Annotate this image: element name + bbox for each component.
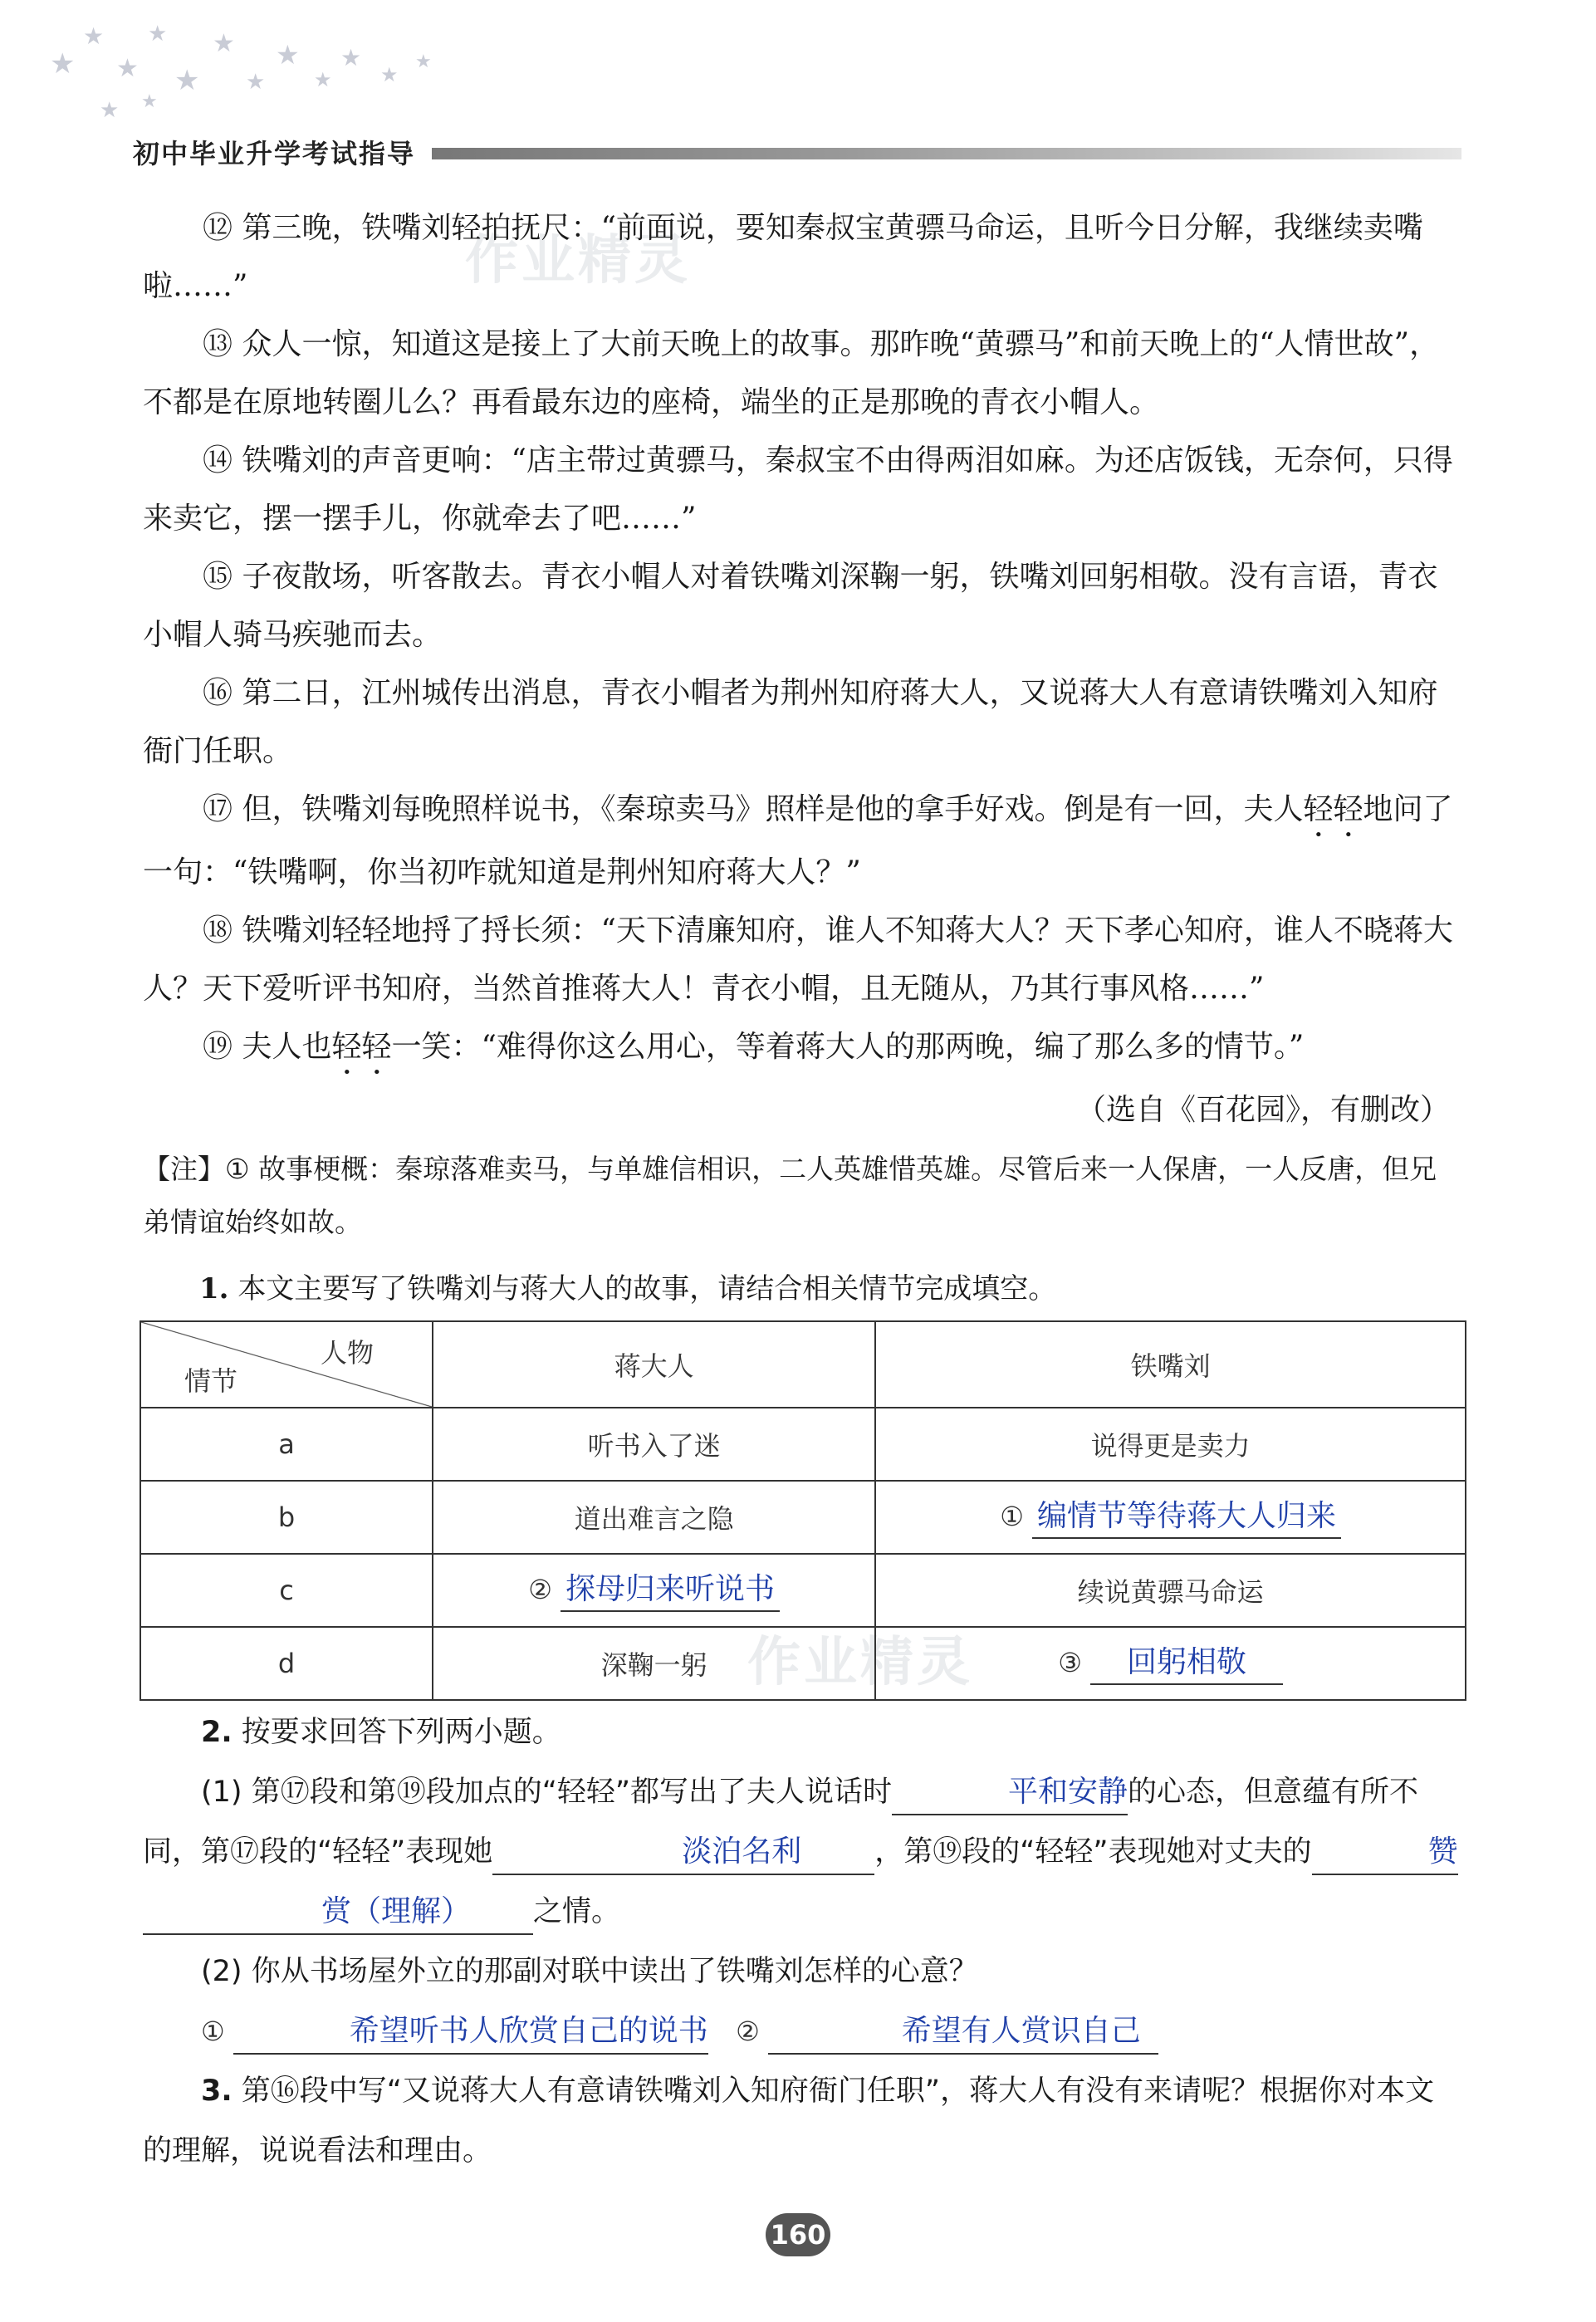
paragraph-14: ⑭ 铁嘴刘的声音更响：“店主带过黄骠马，秦叔宝不由得两泪如麻。为还店饭钱，无奈何，只得来卖它，摆一摆手儿，你就牵去了吧……” bbox=[143, 443, 1453, 536]
star-icon: ★ bbox=[141, 91, 158, 112]
paragraph-17: ⑰ 但，铁嘴刘每晚照样说书，《秦琼卖马》照样是他的拿手好戏。倒是有一回，夫人轻轻地问了一句：“铁嘴啊，你当初咋就知道是荆州知府蒋大人？” bbox=[143, 792, 1453, 889]
row-label: c bbox=[140, 1554, 433, 1627]
table-row bbox=[140, 1627, 1466, 1700]
answer-blank: 赏（理解） bbox=[143, 1890, 533, 1935]
table-header-row bbox=[140, 1321, 1466, 1408]
footnote: 【注】① 故事梗概：秦琼落难卖马，与单雄信相识，二人英雄惜英雄。尽管后来一人保唐，一人反唐，但兄弟情谊始终如故。 bbox=[143, 1153, 1437, 1238]
question-1: 1. 本文主要写了铁嘴刘与蒋大人的故事，请结合相关情节完成填空。 bbox=[199, 1272, 1057, 1306]
emphasis-qingqing: 轻轻 bbox=[331, 1030, 392, 1064]
row-label: a bbox=[140, 1408, 433, 1481]
cell-liu: 续说黄骠马命运 bbox=[875, 1554, 1466, 1627]
table-row bbox=[140, 1408, 1466, 1481]
paragraph-13: ⑬ 众人一惊，知道这是接上了大前天晚上的故事。那昨晚“黄骠马”和前天晚上的“人情世故”，不都是在原地转圈儿么？再看最东边的座椅，端坐的正是那晚的青衣小帽人。 bbox=[143, 327, 1440, 419]
answer-blank: 赞 bbox=[1312, 1830, 1458, 1875]
cell-jiang: 听书入了迷 bbox=[433, 1408, 875, 1481]
answer-text: 探母归来听说书 bbox=[561, 1569, 780, 1612]
star-icon: ★ bbox=[116, 54, 139, 83]
header-rule bbox=[432, 148, 1461, 159]
question-2-2: (2) 你从书场屋外立的那副对联中读出了铁嘴刘怎样的心意？ bbox=[201, 1955, 978, 1988]
paragraph-12: ⑫ 第三晚，铁嘴刘轻拍抚尺：“前面说，要知秦叔宝黄骠马命运，且听今日分解，我继续卖嘴啦……” bbox=[143, 211, 1423, 303]
watermark: 作业精灵 bbox=[747, 1632, 973, 1693]
cell-jiang: ② 探母归来听说书 bbox=[433, 1554, 875, 1627]
question-2-1: (1) 第⑰段和第⑲段加点的“轻轻”都写出了夫人说话时 平和安静的心态，但意蕴有所不同，第⑰段的“轻轻”表现她 淡泊名利 ，第⑲段的“轻轻”表现她对丈夫的 赞 赏（理解） 之情。 bbox=[143, 1762, 1463, 1942]
star-icon: ★ bbox=[314, 68, 332, 91]
table-row bbox=[140, 1481, 1466, 1554]
paragraph-18: ⑱ 铁嘴刘轻轻地捋了捋长须：“天下清廉知府，谁人不知蒋大人？天下孝心知府，谁人不晓蒋大人？天下爱听评书知府，当然首推蒋大人！青衣小帽，且无随从，乃其行事风格……” bbox=[143, 914, 1453, 1006]
star-icon: ★ bbox=[100, 98, 120, 123]
page-number: 160 bbox=[766, 2213, 830, 2256]
source-citation: （选自《百花园》，有删改） bbox=[1075, 1093, 1450, 1127]
question-2-2-answers: ① 希望听书人欣赏自己的说书 ② 希望有人赏识自己 bbox=[143, 2001, 1463, 2061]
paragraph-19: ⑲ 夫人也轻轻一笑：“难得你这么用心，等着蒋大人的那两晚，编了那么多的情节。” bbox=[203, 1030, 1305, 1064]
answer-blank: 希望听书人欣赏自己的说书 bbox=[233, 2010, 708, 2055]
watermark: 作业精灵 bbox=[465, 230, 691, 291]
star-icon: ★ bbox=[415, 51, 432, 72]
star-icon: ★ bbox=[148, 22, 168, 47]
row-label: b bbox=[140, 1481, 433, 1554]
star-decoration bbox=[50, 17, 465, 141]
star-icon: ★ bbox=[50, 47, 76, 81]
row-label: d bbox=[140, 1627, 433, 1700]
cell-jiang: 道出难言之隐 bbox=[433, 1481, 875, 1554]
cell-jiang: 深鞠一躬 bbox=[433, 1627, 875, 1700]
answer-blank: 希望有人赏识自己 bbox=[768, 2010, 1158, 2055]
paragraph-15: ⑮ 子夜散场，听客散去。青衣小帽人对着铁嘴刘深鞠一躬，铁嘴刘回躬相敬。没有言语，青衣小帽人骑马疾驰而去。 bbox=[143, 560, 1438, 652]
answer-blank: 平和安静 bbox=[892, 1771, 1128, 1815]
cell-liu: 说得更是卖力 bbox=[875, 1408, 1466, 1481]
question-3: 3. 第⑯段中写“又说蒋大人有意请铁嘴刘入知府衙门任职”，蒋大人有没有来请呢？根据你对本文的理解，说说看法和理由。 bbox=[143, 2075, 1435, 2168]
corner-cell: 人物 情节 bbox=[140, 1321, 433, 1408]
cell-liu: ① 编情节等待蒋大人归来 bbox=[875, 1481, 1466, 1554]
star-icon: ★ bbox=[340, 44, 362, 71]
star-icon: ★ bbox=[380, 63, 399, 86]
column-header-jiang: 蒋大人 bbox=[433, 1321, 875, 1408]
answer-text: 回躬相敬 bbox=[1090, 1642, 1283, 1685]
answer-blank: 淡泊名利 bbox=[492, 1830, 874, 1875]
passage bbox=[143, 199, 1463, 1332]
star-icon: ★ bbox=[83, 22, 105, 50]
question-2: 2. 按要求回答下列两小题。 bbox=[201, 1716, 561, 1749]
star-icon: ★ bbox=[276, 39, 300, 71]
star-icon: ★ bbox=[174, 64, 200, 97]
cell-liu: ③ 回躬相敬 bbox=[875, 1627, 1466, 1700]
star-icon: ★ bbox=[213, 29, 235, 58]
emphasis-qingqing: 轻轻 bbox=[1303, 792, 1363, 826]
questions-section bbox=[143, 1702, 1463, 2181]
paragraph-16: ⑯ 第二日，江州城传出消息，青衣小帽者为荆州知府蒋大人，又说蒋大人有意请铁嘴刘入知府衙门任职。 bbox=[143, 676, 1438, 768]
star-icon: ★ bbox=[246, 70, 266, 95]
column-header-liu: 铁嘴刘 bbox=[875, 1321, 1466, 1408]
answer-text: 编情节等待蒋大人归来 bbox=[1032, 1496, 1341, 1539]
header-title: 初中毕业升学考试指导 bbox=[133, 138, 416, 169]
plot-table bbox=[140, 1320, 1466, 1701]
table-row bbox=[140, 1554, 1466, 1627]
